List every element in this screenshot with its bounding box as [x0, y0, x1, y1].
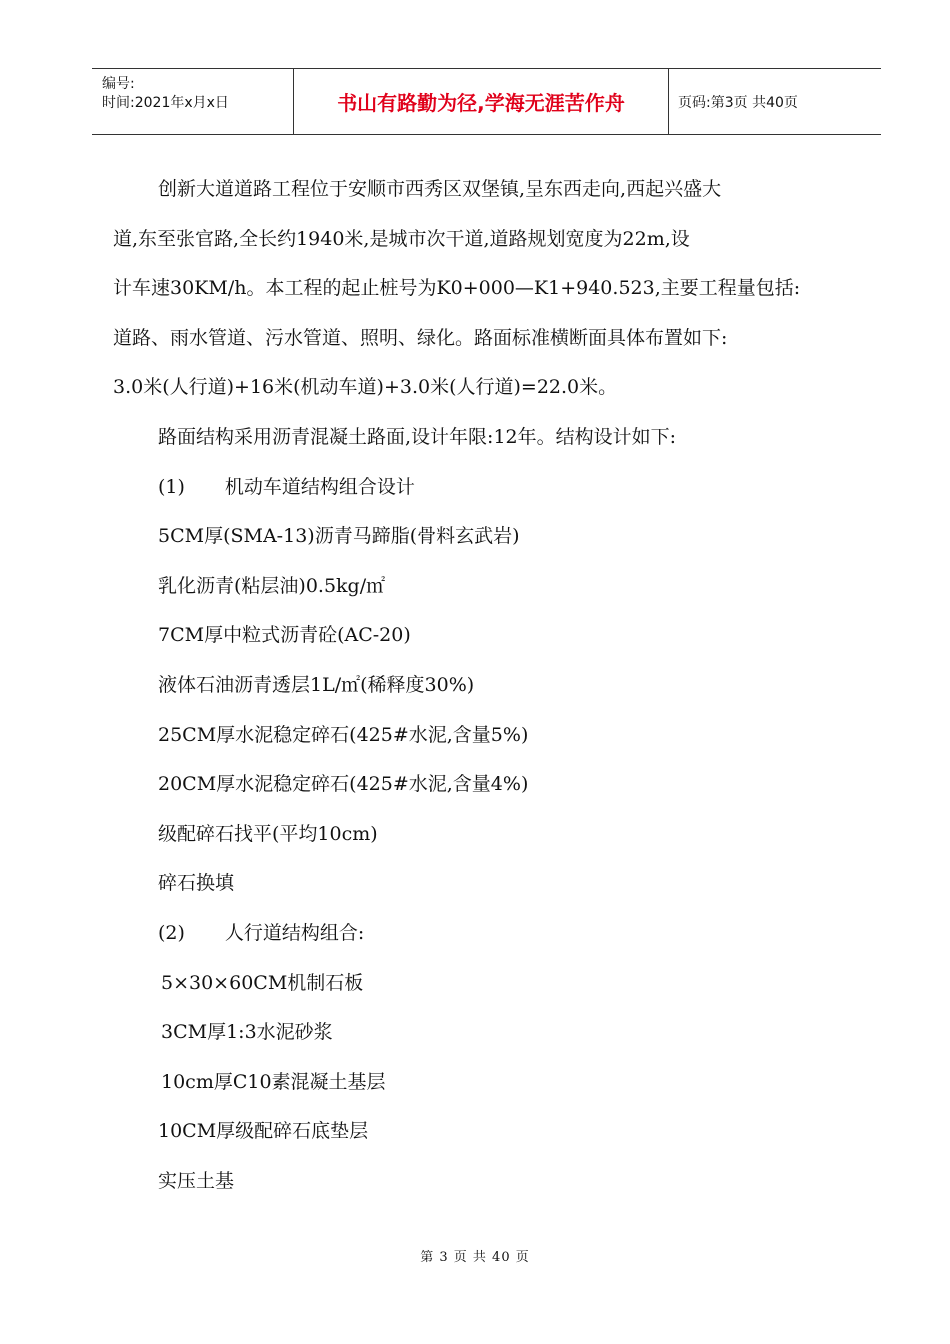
header-slogan: 书山有路勤为径,学海无涯苦作舟	[293, 69, 669, 134]
time-label: 时间:2021年x月x日	[102, 95, 229, 111]
list-item: 10cm厚C10素混凝土基层	[161, 1070, 386, 1093]
header-page-info: 页码:第3页 共40页	[678, 94, 798, 111]
list-item: 液体石油沥青透层1L/㎡(稀释度30%)	[158, 673, 475, 696]
list-item: 5×30×60CM机制石板	[161, 971, 364, 994]
section-heading	[113, 463, 873, 513]
document-body	[113, 165, 873, 1206]
page-footer: 第 3 页 共 40 页	[420, 1250, 530, 1265]
section-number: (2)	[158, 921, 185, 944]
paragraph-line: 创新大道道路工程位于安顺市西秀区双堡镇,呈东西走向,西起兴盛大	[158, 178, 722, 200]
paragraph-line: 3.0米(人行道)+16米(机动车道)+3.0米(人行道)=22.0米。	[113, 376, 618, 399]
section-title: 人行道结构组合:	[224, 921, 365, 944]
list-item: 3CM厚1:3水泥砂浆	[161, 1021, 333, 1044]
section-title: 机动车道结构组合设计	[224, 475, 415, 498]
list-item: 碎石换填	[158, 872, 235, 895]
list-item: 5CM厚(SMA-13)沥青马蹄脂(骨料玄武岩)	[158, 525, 520, 548]
paragraph-line: 路面结构采用沥青混凝土路面,设计年限:12年。结构设计如下:	[158, 425, 677, 448]
list-item: 乳化沥青(粘层油)0.5kg/㎡	[158, 574, 386, 597]
number-label: 编号:	[102, 76, 135, 92]
list-item: 10CM厚级配碎石底垫层	[158, 1120, 369, 1143]
list-item: 25CM厚水泥稳定碎石(425#水泥,含量5%)	[158, 723, 529, 746]
list-item: 20CM厚水泥稳定碎石(425#水泥,含量4%)	[158, 773, 529, 796]
section-number: (1)	[158, 475, 185, 498]
list-item: 级配碎石找平(平均10cm)	[158, 822, 378, 845]
list-item: 实压土基	[158, 1169, 235, 1192]
header-meta	[92, 69, 293, 134]
paragraph-line: 道,东至张官路,全长约1940米,是城市次干道,道路规划宽度为22m,设	[113, 227, 690, 250]
paragraph-line: 计车速30KM/h。本工程的起止桩号为K0+000—K1+940.523,主要工程量包括:	[113, 277, 801, 300]
section-heading	[113, 909, 873, 959]
page-header	[92, 68, 881, 135]
list-item: 7CM厚中粒式沥青砼(AC-20)	[158, 624, 411, 647]
paragraph-line: 道路、雨水管道、污水管道、照明、绿化。路面标准横断面具体布置如下:	[113, 326, 728, 349]
